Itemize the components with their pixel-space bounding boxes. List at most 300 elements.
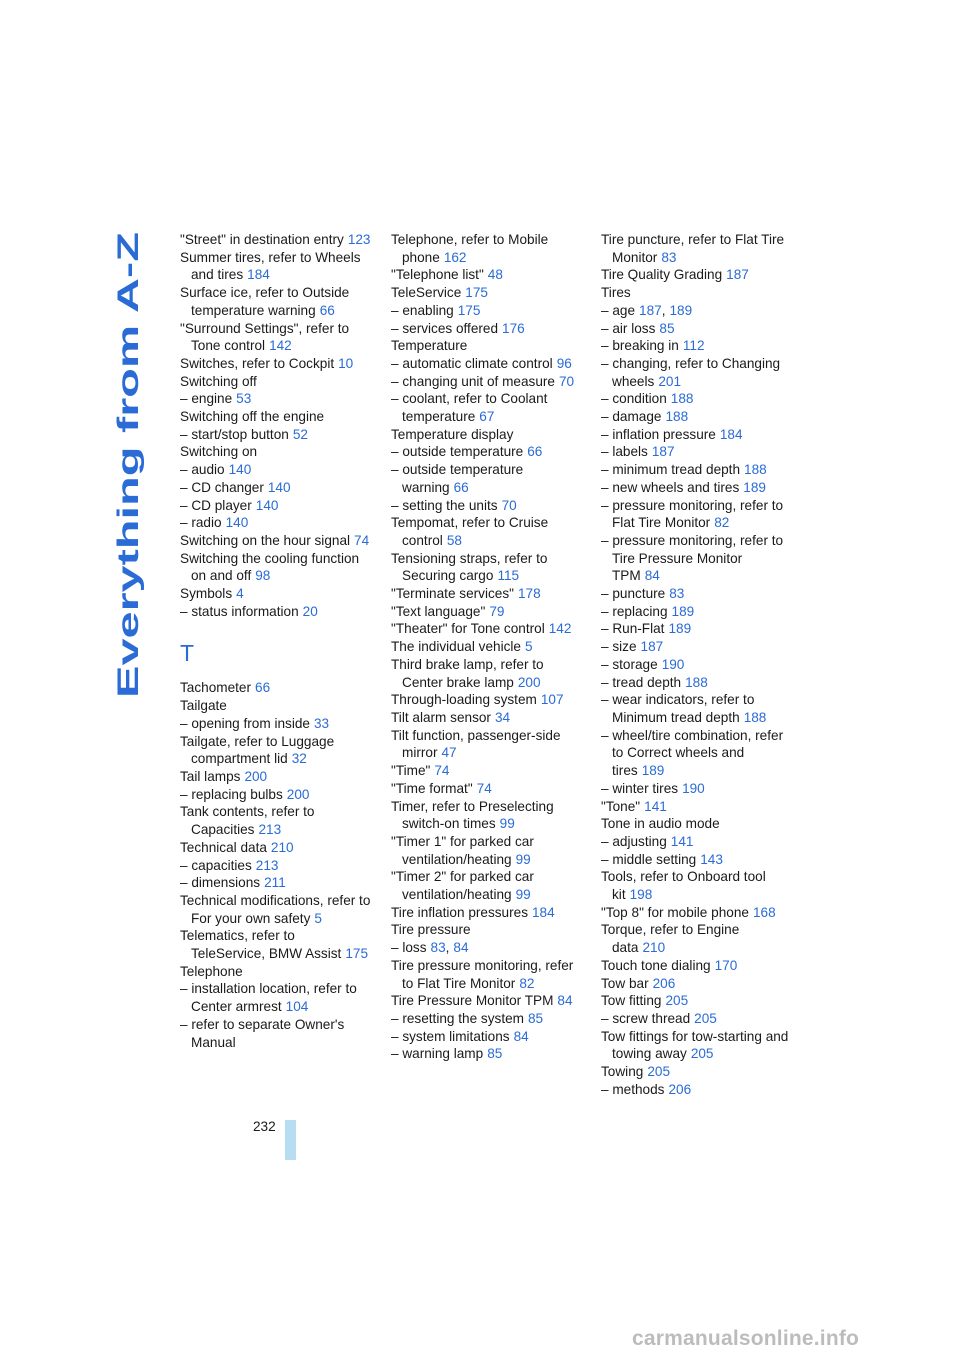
page-reference-link[interactable]: 205 [690,1046,714,1062]
page-reference-link[interactable]: 176 [502,320,525,336]
index-entry [391,638,583,656]
index-entry-text: Tailgate, refer to Luggage compartment lid [180,733,335,767]
index-entry-text: Symbols [180,586,233,602]
index-entry [391,1010,583,1028]
page-reference-link[interactable]: 48 [487,267,503,283]
page-reference-link[interactable]: 115 [497,568,520,584]
page-reference-link[interactable]: 143 [700,851,723,867]
page-reference-link[interactable]: 33 [313,715,330,731]
page-reference-link[interactable]: 187 [640,639,664,655]
page-reference-link[interactable]: 66 [527,444,543,460]
index-entry [601,320,793,338]
index-entry-text: – minimum tread depth [601,462,741,478]
index-entry [180,373,372,391]
page-reference-link[interactable]: 99 [499,816,515,832]
index-entry [601,497,793,532]
index-entry [601,638,793,656]
page-reference-link[interactable]: 82 [714,515,730,531]
index-entry-text: – CD changer [180,479,264,495]
index-entry [601,603,793,621]
side-title-text: Everything from A-Z [112,410,145,698]
index-entry [601,851,793,869]
index-entry-text: – coolant, refer to Coolant temperature [391,391,548,425]
index-entry [391,1045,583,1063]
index-entry [180,715,372,733]
page-reference-link[interactable]: 84 [513,1028,529,1044]
index-entry-text: – breaking in [601,338,679,354]
page-reference-link[interactable]: 142 [269,338,292,354]
page-reference-link[interactable]: 140 [255,497,279,513]
page-reference-link[interactable]: 200 [286,786,310,802]
index-entry-text: – capacities [180,857,252,873]
page-reference-link[interactable]: 67 [479,409,495,425]
index-entry [180,550,372,585]
index-entry-text: Switching on the hour signal [180,532,351,548]
section-letter-heading: T [180,640,195,667]
page-reference-link[interactable]: 82 [519,975,535,991]
page-reference-link[interactable]: 200 [517,674,541,690]
page-reference-link[interactable]: 188 [743,709,767,725]
index-entry-text: "Surround Settings", refer to Tone control [180,320,350,354]
index-entry [601,780,793,798]
page-reference-link[interactable]: 99 [515,887,531,903]
page-reference-link[interactable]: 66 [319,302,335,318]
index-entry-text: – automatic climate control [391,355,553,371]
page-reference-link[interactable]: 74 [434,763,450,779]
index-entry [391,320,583,338]
page-reference-link[interactable]: 52 [292,426,308,442]
index-entry-text: – start/stop button [180,426,289,442]
page-reference-link[interactable]: 84 [557,993,573,1009]
page-reference-link[interactable]: 70 [501,497,517,513]
index-entry-text: – pressure monitoring, refer to Tire Pressure Monitor TPM [601,532,784,584]
index-entry-text: Switching off the engine [180,409,325,425]
page-reference-link[interactable]: 84 [644,568,660,584]
page-marker-bar [285,1120,296,1160]
page-reference-link[interactable]: 189 [743,479,766,495]
index-entry [391,709,583,727]
page-reference-link[interactable]: 190 [661,656,685,672]
index-entry [180,390,372,408]
index-entry [601,975,793,993]
index-entry-text: Telephone, refer to Mobile phone [391,232,549,265]
index-entry-text: Tilt alarm sensor [391,709,491,725]
page-reference-link[interactable]: 107 [540,692,564,708]
index-entry [180,603,372,621]
index-entry-text: Switching on [180,444,258,460]
page-reference-link[interactable]: 32 [291,751,307,767]
index-entry [180,426,372,444]
index-entry-text: Through-loading system [391,692,537,708]
page-reference-link[interactable]: 34 [494,709,511,725]
index-entry-text: "Street" in destination entry [180,232,344,247]
index-entry-text: – opening from inside [180,715,310,731]
index-entry-text: Tire puncture, refer to Flat Tire Monitor [601,232,785,265]
page-reference-link[interactable]: 83 [430,940,446,956]
index-entry [601,1063,793,1081]
index-entry-text: – outside temperature [391,444,524,460]
page-reference-link[interactable]: 189 [668,621,692,637]
index-entry-text: Touch tone dialing [601,957,711,973]
index-entry-text: Towing [601,1064,644,1080]
index-entry-text: Torque, refer to Engine data [601,922,740,956]
index-entry-text: Tone in audio mode [601,816,720,832]
index-entry-text: – warning lamp [391,1046,484,1062]
page-reference-link[interactable]: 200 [244,768,268,784]
index-entry [391,798,583,833]
index-entry [601,921,793,956]
index-entry-text: – wear indicators, refer to Minimum tread depth [601,692,755,725]
index-entry-text: – radio [180,515,222,531]
page-reference-link[interactable]: 168 [752,904,776,920]
page-reference-link[interactable]: 206 [668,1081,692,1097]
index-entry [601,833,793,851]
index-entry [180,497,372,515]
page-reference-link[interactable]: 74 [354,532,370,548]
index-entry-text: – outside temperature warning [391,462,524,495]
page-reference-link[interactable]: 140 [225,515,249,531]
index-entry [180,733,372,768]
page-reference-link[interactable]: 4 [236,586,244,602]
page-ref-separator: , [661,302,666,318]
index-entry-text: The individual vehicle [391,639,521,655]
index-entry [180,249,372,284]
index-entry-text: Switching the cooling function on and off [180,550,360,584]
index-column-2 [391,231,583,1063]
page-reference-link[interactable]: 188 [665,409,689,425]
index-entry-text: Temperature display [391,426,514,442]
index-entry-text: Tire inflation pressures [391,904,528,920]
index-entry-text: – setting the units [391,497,498,513]
page-reference-link[interactable]: 79 [489,603,505,619]
index-entry-text: – pressure monitoring, refer to Flat Tire Monitor [601,497,784,531]
index-entry [391,939,583,957]
index-entry-text: Tire pressure monitoring, refer to Flat Tire Monitor [391,957,574,991]
index-entry [601,815,793,833]
index-entry [391,868,583,903]
index-entry [180,874,372,892]
page-reference-link[interactable]: 206 [652,975,676,991]
index-entry-text: "Terminate services" [391,586,514,602]
page-reference-link[interactable]: 162 [443,249,467,265]
page-reference-link[interactable]: 170 [714,957,738,973]
index-entry [391,302,583,320]
index-column-3 [601,231,793,1098]
page-reference-link[interactable]: 53 [236,391,252,407]
page-reference-link[interactable]: 187 [639,302,662,318]
index-entry [391,585,583,603]
page-reference-link[interactable]: 85 [487,1046,503,1062]
index-entry-text: – adjusting [601,833,667,849]
index-entry-text: "Text language" [391,603,486,619]
page-reference-link[interactable]: 175 [345,946,369,962]
index-entry-text: Surface ice, refer to Outside temperature warning [180,285,350,318]
page-reference-link[interactable]: 10 [338,355,354,371]
page-reference-link[interactable]: 141 [644,798,667,814]
index-entry [601,620,793,638]
page-reference-link[interactable]: 175 [465,285,488,301]
page-reference-link[interactable]: 141 [670,833,694,849]
page-reference-link[interactable]: 189 [669,302,693,318]
index-entry [391,762,583,780]
page-reference-link[interactable]: 83 [661,249,677,265]
index-entry-text: Tempomat, refer to Cruise control [391,515,549,548]
page-reference-link[interactable]: 70 [559,373,575,389]
page-reference-link[interactable]: 5 [314,910,322,926]
index-entry-text: Technical data [180,839,267,855]
page-reference-link[interactable]: 140 [267,479,291,495]
index-entry [180,231,372,249]
index-entry-text: Tailgate [180,698,227,714]
index-entry [601,1081,793,1099]
index-entry-text: "Time format" [391,780,473,796]
index-entry-text: Tachometer [180,680,252,696]
index-entry-text: – audio [180,462,225,478]
index-entry-text: "Timer 1" for parked car ventilation/heating [391,833,534,867]
index-entry [180,857,372,875]
index-entry [180,284,372,319]
index-entry-text: "Theater" for Tone control [391,621,545,637]
index-entry-text: "Time" [391,763,431,779]
page-reference-link[interactable]: 83 [669,586,685,602]
index-entry [601,1010,793,1028]
index-entry [180,679,372,697]
index-entry [391,284,583,302]
index-entry [180,839,372,857]
index-entry-text: "Telephone list" [391,267,484,283]
page-reference-link[interactable]: 187 [651,444,675,460]
index-entry-text: – wheel/tire combination, refer to Correct wheels and tires [601,727,784,779]
index-entry-text: Summer tires, refer to Wheels and tires [180,249,361,283]
index-entry [180,803,372,838]
page-reference-link[interactable]: 205 [665,993,689,1009]
page-reference-link[interactable]: 189 [641,763,665,779]
page-reference-link[interactable]: 98 [255,568,271,584]
index-entry [601,992,793,1010]
page-reference-link[interactable]: 20 [302,603,318,619]
index-entry [601,302,793,320]
index-entry [601,479,793,497]
index-entry-text: Technical modifications, refer to For your own safety [180,892,371,926]
page-ref-separator: , [445,940,450,956]
index-entry-text: – loss [391,940,427,956]
page-reference-link[interactable]: 188 [685,674,708,690]
index-entry [391,426,583,444]
index-entry [391,337,583,355]
index-entry [180,980,372,1015]
index-entry-text: – size [601,639,637,655]
page-reference-link[interactable]: 112 [682,338,705,354]
page-reference-link[interactable]: 175 [457,302,481,318]
index-entry-text: Tire pressure [391,922,471,938]
index-entry [391,266,583,284]
index-entry [391,231,583,266]
index-entry [391,833,583,868]
index-entry [180,461,372,479]
index-entry [391,461,583,496]
index-entry-text: – age [601,302,636,318]
index-entry [601,355,793,390]
index-entry [601,868,793,903]
index-entry [391,443,583,461]
index-entry-text: – storage [601,656,658,672]
page-reference-link[interactable]: 213 [255,857,279,873]
index-entry [180,1016,372,1051]
index-entry-text: – changing unit of measure [391,373,555,389]
page-reference-link[interactable]: 198 [629,887,653,903]
index-entry [180,697,372,715]
page-reference-link[interactable]: 123 [347,232,371,247]
page-reference-link[interactable]: 190 [682,780,705,796]
index-entry-text: – engine [180,391,233,407]
page-reference-link[interactable]: 140 [228,462,252,478]
index-entry [391,921,583,939]
index-entry [391,904,583,922]
page-reference-link[interactable]: 58 [446,532,462,548]
index-entry-text: – damage [601,409,662,425]
index-entry [391,620,583,638]
page-reference-link[interactable]: 201 [658,373,682,389]
page-reference-link[interactable]: 85 [527,1010,544,1026]
index-entry-text: Timer, refer to Preselecting switch-on times [391,798,554,832]
page-reference-link[interactable]: 184 [247,267,270,283]
index-entry [601,957,793,975]
index-entry [180,355,372,373]
page-reference-link[interactable]: 99 [515,851,531,867]
index-entry-text: Third brake lamp, refer to Center brake lamp [391,656,544,690]
index-entry [391,550,583,585]
page-reference-link[interactable]: 210 [642,940,666,956]
index-entry-text: Temperature [391,338,468,354]
index-entry [391,497,583,515]
index-entry [601,798,793,816]
page-reference-link[interactable]: 47 [441,745,457,761]
page-reference-link[interactable]: 104 [285,999,309,1015]
index-entry-text: – dimensions [180,875,261,891]
index-entry-text: Tow fitting [601,993,662,1009]
index-entry [601,337,793,355]
index-entry-text: – replacing bulbs [180,786,283,802]
index-entry-text: "Timer 2" for parked car ventilation/heating [391,869,534,903]
index-entry-text: Tensioning straps, refer to Securing cargo [391,550,548,584]
index-entry-text: Tow fittings for tow-starting and towing away [601,1028,789,1062]
index-entry-text: – Run-Flat [601,621,665,637]
index-entry [601,284,793,302]
index-entry [180,532,372,550]
page-reference-link[interactable]: 66 [453,479,469,495]
page-reference-link[interactable]: 85 [659,320,675,336]
index-entry [180,892,372,927]
index-entry-text: Tow bar [601,975,649,991]
index-entry-text: Tank contents, refer to Capacities [180,804,315,838]
page-reference-link[interactable]: 74 [476,780,492,796]
page-reference-link[interactable]: 213 [258,822,282,838]
index-entry [391,514,583,549]
page-reference-link[interactable]: 188 [670,391,694,407]
index-entry-text: – CD player [180,497,252,513]
index-entry [391,656,583,691]
page-reference-link[interactable]: 184 [719,426,743,442]
page-reference-link[interactable]: 96 [556,355,572,371]
page-reference-link[interactable]: 184 [532,904,555,920]
page-reference-link[interactable]: 84 [453,940,469,956]
index-entry [391,373,583,391]
index-entry-text: Tools, refer to Onboard tool kit [601,869,766,903]
page-reference-link[interactable]: 210 [270,839,294,855]
index-entry-text: Tire Pressure Monitor TPM [391,993,554,1009]
index-entry-text: – resetting the system [391,1010,524,1026]
index-entry [601,426,793,444]
index-entry [601,532,793,585]
index-entry [391,355,583,373]
index-entry-text: – methods [601,1081,665,1097]
page-reference-link[interactable]: 5 [524,639,533,655]
index-entry [180,320,372,355]
index-entry-text: "Top 8" for mobile phone [601,904,749,920]
page-reference-link[interactable]: 187 [726,267,749,283]
page-number: 232 [253,1119,276,1134]
index-entry-text: Tire Quality Grading [601,267,723,283]
index-entry-text: – status information [180,603,299,619]
index-entry [180,585,372,603]
index-entry [601,390,793,408]
index-entry-text: – system limitations [391,1028,510,1044]
index-entry [180,514,372,532]
watermark: carmanualsonline.info [632,1327,860,1350]
index-entry-text: Switching off [180,373,257,389]
page-reference-link[interactable]: 142 [548,621,572,637]
index-entry-text: – labels [601,444,648,460]
index-entry [601,727,793,780]
index-entry-text: – air loss [601,320,656,336]
index-entry [601,461,793,479]
index-entry-text: – tread depth [601,674,682,690]
index-entry [391,957,583,992]
page-reference-link[interactable]: 205 [647,1064,671,1080]
index-entry [601,691,793,726]
index-entry-text: Telematics, refer to TeleService, BMW Assist [180,928,342,962]
index-entry [391,390,583,425]
index-entry-text: – condition [601,391,667,407]
section-side-title [92,230,152,700]
index-entry [180,768,372,786]
index-entry [391,727,583,762]
index-entry-text: Tilt function, passenger-side mirror [391,727,561,761]
index-entry-text: – installation location, refer to Center armrest [180,981,357,1015]
index-entry-text: – enabling [391,302,454,318]
page-reference-link[interactable]: 66 [255,680,271,696]
side-title-svg [92,230,152,700]
index-entry [180,443,372,461]
index-column-1 [180,231,372,1051]
index-entry [391,691,583,709]
index-entry-text: Tires [601,285,631,301]
page-reference-link[interactable]: 188 [744,462,767,478]
index-entry [391,780,583,798]
index-entry-text: – new wheels and tires [601,479,740,495]
page-reference-link[interactable]: 211 [264,875,286,891]
index-entry [180,408,372,426]
index-entry-text: Telephone [180,963,243,979]
index-entry-text: – winter tires [601,780,679,796]
page-reference-link[interactable]: 205 [694,1010,717,1026]
page-reference-link[interactable]: 178 [517,586,541,602]
index-entry [601,443,793,461]
index-entry-text: – services offered [391,320,499,336]
index-entry [180,479,372,497]
index-entry-text: – inflation pressure [601,426,716,442]
page-reference-link[interactable]: 189 [671,603,695,619]
